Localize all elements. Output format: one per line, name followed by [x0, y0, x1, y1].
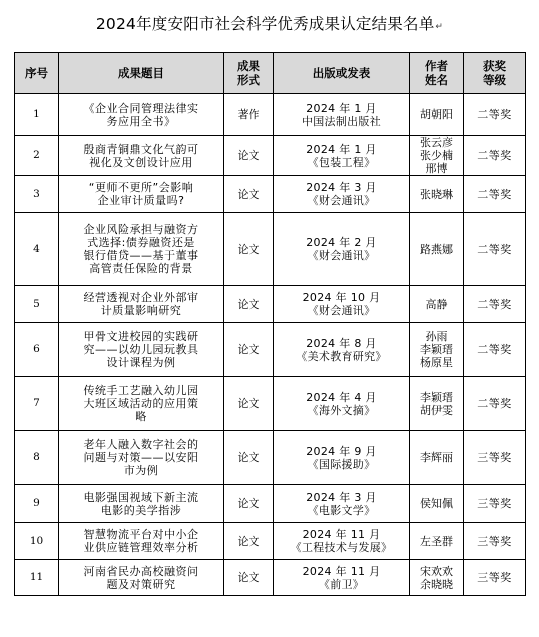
- cell-form: 论文: [224, 560, 274, 596]
- cell-award: 二等奖: [464, 213, 526, 286]
- table-row: [15, 176, 526, 213]
- cell-seq: 9: [15, 485, 59, 523]
- cell-author: 胡朝阳: [410, 94, 464, 136]
- cell-seq: 10: [15, 523, 59, 560]
- cell-pub: 2024 年 9 月 《国际援助》: [274, 431, 410, 485]
- cell-pub: 2024 年 1 月 中国法制出版社: [274, 94, 410, 136]
- cell-pub: 2024 年 10 月 《财会通讯》: [274, 286, 410, 323]
- cell-award: 二等奖: [464, 377, 526, 431]
- cell-award: 三等奖: [464, 431, 526, 485]
- cell-author: 李颖瑨 胡伊雯: [410, 377, 464, 431]
- paragraph-mark: ↵: [435, 22, 444, 32]
- cell-form: 论文: [224, 523, 274, 560]
- cell-pub: 2024 年 11 月 《前卫》: [274, 560, 410, 596]
- cell-pub: 2024 年 11 月 《工程技术与发展》: [274, 523, 410, 560]
- cell-form: 论文: [224, 136, 274, 176]
- document-title: 2024年度安阳市社会科学优秀成果认定结果名单↵: [95, 15, 444, 33]
- cell-title: 老年人融入数字社会的 问题与对策——以安阳 市为例: [59, 431, 224, 485]
- cell-author: 侯知佩: [410, 485, 464, 523]
- cell-author: 李辉丽: [410, 431, 464, 485]
- cell-title: 经营透视对企业外部审 计质量影响研究: [59, 286, 224, 323]
- cell-seq: 4: [15, 213, 59, 286]
- cell-title: 智慧物流平台对中小企 业供应链管理效率分析: [59, 523, 224, 560]
- header-award: 获奖 等级: [464, 53, 526, 94]
- results-table: [14, 52, 526, 596]
- cell-seq: 7: [15, 377, 59, 431]
- cell-seq: 5: [15, 286, 59, 323]
- table-row: [15, 377, 526, 431]
- cell-author: 高静: [410, 286, 464, 323]
- cell-title: 甲骨文进校园的实践研 究——以幼儿园玩教具 设计课程为例: [59, 323, 224, 377]
- cell-pub: 2024 年 3 月 《财会通讯》: [274, 176, 410, 213]
- cell-title: “更师不更所”会影响 企业审计质量吗?: [59, 176, 224, 213]
- cell-title: 电影强国视域下新主流 电影的美学指涉: [59, 485, 224, 523]
- cell-seq: 8: [15, 431, 59, 485]
- cell-pub: 2024 年 3 月 《电影文学》: [274, 485, 410, 523]
- cell-seq: 2: [15, 136, 59, 176]
- cell-title: 企业风险承担与融资方 式选择:债券融资还是 银行借贷——基于董事 高管责任保险的背景: [59, 213, 224, 286]
- header-author: 作者 姓名: [410, 53, 464, 94]
- header-title: 成果题目: [59, 53, 224, 94]
- cell-seq: 3: [15, 176, 59, 213]
- cell-form: 论文: [224, 377, 274, 431]
- cell-award: 二等奖: [464, 323, 526, 377]
- cell-form: 论文: [224, 176, 274, 213]
- header-seq: 序号: [15, 53, 59, 94]
- cell-author: 宋欢欢 余晓晓: [410, 560, 464, 596]
- cell-author: 路燕娜: [410, 213, 464, 286]
- cell-pub: 2024 年 8 月 《美术教育研究》: [274, 323, 410, 377]
- cell-award: 二等奖: [464, 176, 526, 213]
- cell-seq: 6: [15, 323, 59, 377]
- table-row: [15, 485, 526, 523]
- header-form: 成果 形式: [224, 53, 274, 94]
- table-row: [15, 286, 526, 323]
- table-row: [15, 323, 526, 377]
- table-header-row: [15, 53, 526, 94]
- table-row: [15, 560, 526, 596]
- cell-seq: 1: [15, 94, 59, 136]
- cell-author: 张云彦 张少楠 邢博: [410, 136, 464, 176]
- table-row: [15, 94, 526, 136]
- table-row: [15, 213, 526, 286]
- cell-pub: 2024 年 4 月 《海外文摘》: [274, 377, 410, 431]
- cell-award: 三等奖: [464, 485, 526, 523]
- table-row: [15, 431, 526, 485]
- table-row: [15, 136, 526, 176]
- cell-form: 论文: [224, 485, 274, 523]
- cell-award: 二等奖: [464, 94, 526, 136]
- header-pub: 出版或发表: [274, 53, 410, 94]
- cell-form: 论文: [224, 286, 274, 323]
- table-row: [15, 523, 526, 560]
- cell-form: 论文: [224, 213, 274, 286]
- cell-seq: 11: [15, 560, 59, 596]
- cell-title: 殷商青铜鼎文化气韵可 视化及文创设计应用: [59, 136, 224, 176]
- cell-form: 著作: [224, 94, 274, 136]
- cell-award: 三等奖: [464, 560, 526, 596]
- cell-title: 《企业合同管理法律实 务应用全书》: [59, 94, 224, 136]
- cell-author: 左圣群: [410, 523, 464, 560]
- cell-award: 二等奖: [464, 136, 526, 176]
- cell-award: 三等奖: [464, 523, 526, 560]
- cell-form: 论文: [224, 431, 274, 485]
- cell-form: 论文: [224, 323, 274, 377]
- cell-title: 传统手工艺融入幼儿园 大班区域活动的应用策 略: [59, 377, 224, 431]
- cell-author: 张晓琳: [410, 176, 464, 213]
- cell-pub: 2024 年 2 月 《财会通讯》: [274, 213, 410, 286]
- cell-pub: 2024 年 1 月 《包装工程》: [274, 136, 410, 176]
- cell-title: 河南省民办高校融资问 题及对策研究: [59, 560, 224, 596]
- cell-author: 孙雨 李颖瑨 杨原星: [410, 323, 464, 377]
- cell-award: 二等奖: [464, 286, 526, 323]
